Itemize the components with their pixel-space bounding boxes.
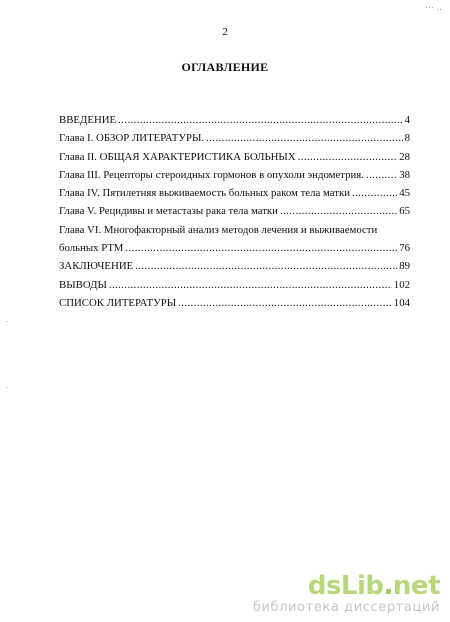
toc-dot-leader: [178, 294, 392, 312]
watermark-logo-dot: .: [383, 571, 393, 601]
toc-entry-text: Глава V. Рецидивы и метастазы рака тела матки: [59, 205, 278, 218]
site-watermark: [253, 572, 440, 616]
toc-entry[interactable]: [59, 239, 410, 257]
toc-entry-page: 4: [404, 114, 410, 126]
toc-entry-page: 89: [399, 260, 410, 273]
toc-dot-leader: [206, 129, 402, 147]
toc-entry-page: 45: [399, 187, 410, 200]
toc-entry[interactable]: [59, 184, 410, 202]
watermark-logo: [253, 572, 440, 600]
toc-entry-text: Глава I. ОБЗОР ЛИТЕРАТУРЫ.: [59, 132, 205, 145]
toc-entry-page: 38: [399, 168, 410, 181]
toc-entry-heading-line[interactable]: Глава VI. Многофакторный анализ методов лечения и выживаемости: [59, 223, 378, 236]
toc-entry-page: 65: [399, 205, 410, 218]
toc-entry-page: 104: [393, 296, 410, 309]
toc-entry-text: СПИСОК ЛИТЕРАТУРЫ: [59, 296, 177, 309]
toc-dot-leader: [366, 166, 397, 184]
toc-entry-page: 8: [404, 132, 410, 145]
toc-entry-page: 102: [393, 278, 410, 291]
toc-entry-text: ВЫВОДЫ: [59, 278, 107, 291]
toc-entry[interactable]: [59, 202, 410, 220]
watermark-logo-main: dsLib: [307, 571, 384, 601]
scan-corner-mark: ··· ..: [425, 4, 442, 12]
toc-entry-text: ВВЕДЕНИЕ: [59, 114, 117, 126]
toc-entry[interactable]: [59, 148, 410, 166]
toc-entry-text: Глава III. Рецепторы стероидных гормонов в опухоли эндометрия.: [59, 168, 364, 181]
toc-dot-leader: [280, 202, 397, 220]
toc-dot-leader: [125, 239, 397, 257]
toc-entry[interactable]: [59, 276, 410, 294]
toc-entry-text: Глава IV. Пятилетняя выживаемость больных раком тела матки: [59, 187, 350, 200]
watermark-logo-tld: net: [392, 571, 440, 601]
toc-dot-leader: [352, 184, 397, 202]
table-of-contents: [59, 111, 410, 312]
scan-margin-mark: -: [6, 384, 9, 391]
toc-entry-page: 76: [399, 242, 410, 255]
scan-margin-mark: -: [6, 318, 9, 325]
toc-entry[interactable]: [59, 294, 410, 312]
toc-entry[interactable]: [59, 111, 410, 129]
toc-entry-text: ЗАКЛЮЧЕНИЕ: [59, 260, 134, 273]
toc-dot-leader: [298, 148, 398, 166]
toc-entry[interactable]: [59, 257, 410, 275]
toc-dot-leader: [135, 257, 397, 275]
page-number: 2: [222, 26, 228, 38]
toc-entry[interactable]: [59, 129, 410, 147]
toc-dot-leader: [118, 111, 402, 129]
toc-entry-text: Глава II. ОБЩАЯ ХАРАКТЕРИСТИКА БОЛЬНЫХ: [59, 150, 296, 163]
toc-title: ОГЛАВЛЕНИЕ: [181, 60, 269, 74]
toc-entry-page: 28: [399, 150, 410, 163]
toc-entry[interactable]: [59, 166, 410, 184]
toc-dot-leader: [109, 276, 392, 294]
toc-entry-text: больных РТМ: [59, 242, 124, 255]
watermark-subtitle: библиотека диссертаций: [252, 600, 440, 615]
